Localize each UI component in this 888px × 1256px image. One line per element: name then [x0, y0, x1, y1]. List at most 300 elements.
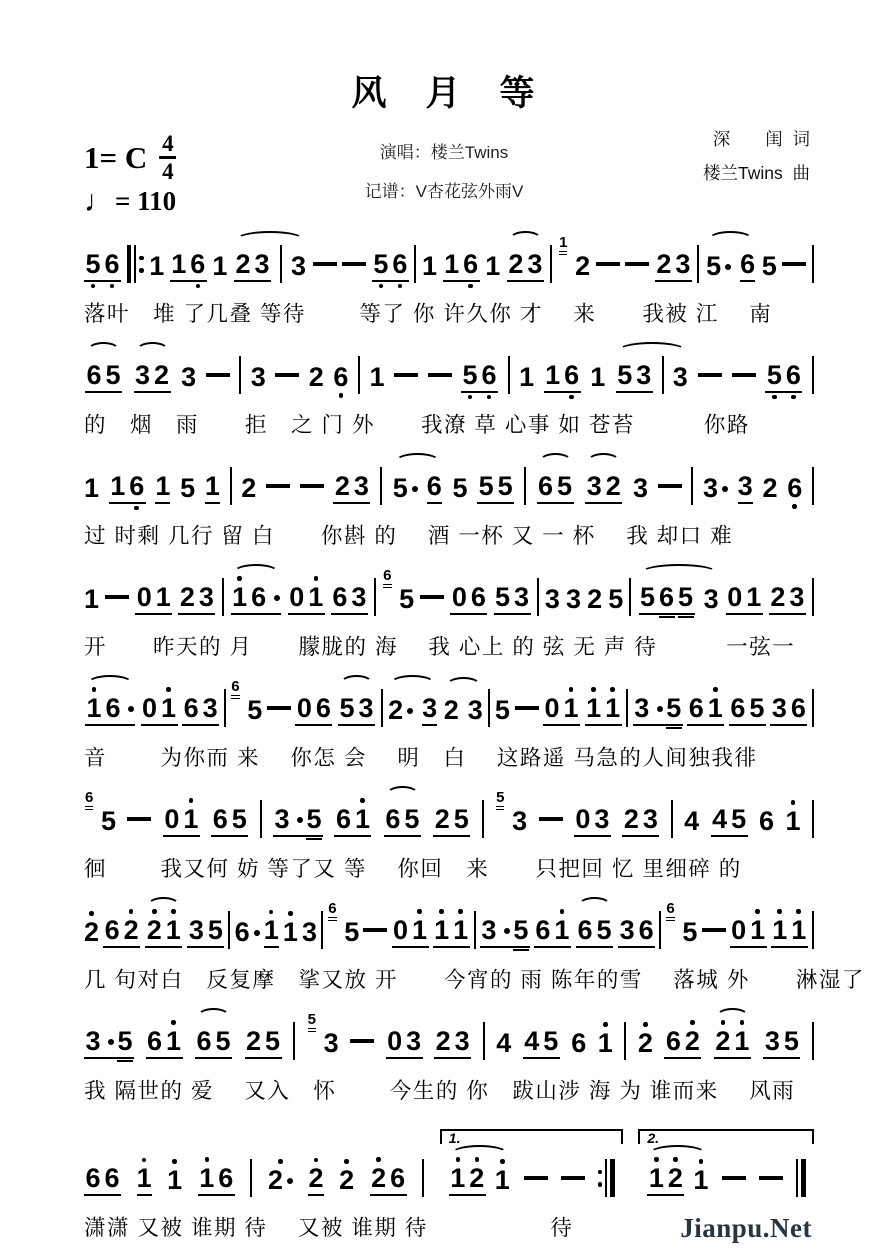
octave-dot	[487, 395, 492, 400]
note-digit: 3	[634, 692, 650, 723]
note	[202, 686, 218, 723]
note-digit: 6	[759, 805, 775, 836]
beamed-notes	[178, 575, 215, 615]
note-digit: 2	[656, 248, 672, 279]
note-digit: 3	[703, 474, 728, 503]
beamed-notes	[711, 797, 748, 837]
note	[142, 686, 158, 723]
note-digit: 6	[196, 1025, 212, 1056]
duration-dash	[596, 262, 620, 266]
bar-stroke	[801, 1159, 806, 1197]
note	[289, 575, 305, 612]
note-stack	[399, 577, 414, 622]
bar-stroke	[812, 911, 814, 949]
octave-dots-below	[187, 948, 224, 957]
duration-dash	[524, 1176, 548, 1180]
bar-stroke	[228, 911, 230, 949]
octave-dot	[468, 395, 473, 400]
note-digit: 0	[142, 692, 158, 723]
barline	[414, 245, 416, 283]
beamed-notes	[507, 242, 544, 282]
note	[707, 686, 723, 723]
note-digit: 2	[146, 914, 162, 945]
beam-group	[523, 1019, 560, 1068]
note	[171, 242, 187, 279]
note	[577, 908, 593, 945]
note-stack	[101, 799, 116, 844]
note-digit: 6	[571, 1027, 587, 1058]
bar-stroke	[697, 245, 699, 283]
note-digit: 6	[104, 914, 120, 945]
note-digit: 1	[264, 916, 279, 948]
octave-slot	[675, 282, 691, 291]
note	[673, 355, 688, 400]
duration-dash	[267, 706, 291, 710]
octave-dots-below	[134, 393, 171, 402]
notation-system	[84, 566, 814, 661]
octave-dots-below	[655, 282, 692, 291]
note	[638, 908, 654, 945]
note	[706, 244, 731, 289]
octave-dot	[205, 1157, 210, 1162]
octave-slot	[154, 393, 170, 402]
note	[251, 355, 266, 400]
note	[619, 908, 635, 945]
octave-dot	[89, 911, 94, 916]
note-digit: 6	[427, 472, 442, 504]
note	[495, 688, 510, 733]
note-digit: 1	[791, 914, 807, 945]
beamed-notes	[433, 797, 470, 837]
octave-dots-below	[769, 615, 806, 624]
octave-slot	[791, 948, 807, 957]
bar-stroke	[127, 245, 132, 283]
beam	[103, 908, 140, 957]
octave-slot	[577, 948, 593, 957]
octave-dot	[172, 1159, 177, 1164]
beam-group	[84, 1156, 121, 1205]
octave-dots-below	[84, 1196, 121, 1205]
beamed-notes	[622, 797, 659, 837]
beamed-notes	[523, 1019, 560, 1059]
note-digit: 3	[527, 248, 543, 279]
note-digit: 3	[181, 361, 197, 392]
octave-dots-below	[288, 615, 325, 624]
note	[545, 577, 560, 622]
note-digit: 1	[183, 803, 199, 834]
notation-system	[84, 233, 814, 328]
beam-group	[211, 797, 248, 846]
meter-top: 4	[162, 131, 174, 156]
note-digit: 2	[371, 1162, 387, 1193]
beam	[507, 242, 544, 291]
note-stack	[571, 1021, 586, 1066]
beam	[370, 1156, 407, 1205]
bar-stroke	[629, 578, 631, 616]
octave-dots-below	[103, 948, 140, 957]
beam	[443, 242, 480, 291]
octave-slot	[85, 282, 101, 291]
note	[785, 799, 800, 844]
beam-group	[763, 1019, 800, 1068]
note-digit: 6	[235, 918, 260, 947]
note	[105, 353, 121, 390]
beam	[372, 242, 409, 291]
note-digit: 3	[619, 914, 635, 945]
repeat-dots	[139, 245, 144, 283]
octave-slot	[232, 615, 248, 624]
octave-slot	[161, 726, 177, 735]
octave-slot	[495, 615, 511, 624]
note	[110, 464, 126, 501]
note	[766, 353, 782, 390]
note	[308, 1156, 323, 1204]
note-digit: 1	[554, 914, 570, 945]
bar-stroke	[691, 467, 693, 505]
beamed-notes	[273, 797, 323, 837]
note-digit: 5	[513, 914, 529, 945]
octave-slot	[171, 282, 187, 291]
note	[302, 910, 317, 955]
octave-dot	[134, 506, 139, 511]
note-digit: 3	[481, 914, 497, 945]
octave-dots-below	[384, 837, 421, 846]
beam	[273, 797, 323, 846]
octave-dot	[269, 910, 274, 915]
beam	[633, 686, 683, 735]
final-barline	[796, 1159, 806, 1197]
octave-dot	[777, 909, 782, 914]
octave-slot	[142, 726, 158, 735]
beamed-notes	[730, 908, 767, 948]
note-stack	[633, 466, 648, 511]
octave-dot	[772, 395, 777, 400]
duration-dash	[127, 817, 151, 821]
bar-stroke	[482, 800, 484, 838]
note-digit: 6	[104, 1162, 120, 1193]
note	[693, 1158, 708, 1203]
octave-dot	[314, 576, 319, 581]
octave-dot	[439, 909, 444, 914]
note	[678, 575, 694, 612]
note-digit: 5	[543, 1025, 559, 1056]
note-stack	[324, 1021, 339, 1066]
note	[495, 1158, 510, 1203]
note-digit: 4	[684, 805, 700, 836]
octave-dot	[458, 909, 463, 914]
note	[181, 355, 196, 400]
note-digit: 2	[246, 1025, 262, 1056]
bar-stroke	[488, 689, 490, 727]
note	[241, 466, 256, 511]
octave-slot	[212, 837, 228, 846]
octave-slot	[87, 726, 103, 735]
beamed-notes	[544, 353, 581, 393]
note	[594, 797, 610, 834]
tempo-value: = 110	[115, 186, 177, 216]
note-digit: 5	[783, 1025, 799, 1056]
note	[640, 575, 656, 612]
note-digit: 0	[392, 914, 409, 945]
beam-group	[729, 686, 766, 735]
note-digit: 1	[693, 1164, 709, 1195]
note-digit: 1	[590, 361, 606, 392]
note	[434, 908, 450, 945]
octave-slot	[339, 726, 355, 735]
note	[772, 908, 788, 945]
beam	[647, 1156, 684, 1205]
note	[296, 686, 312, 723]
beam-group	[384, 797, 421, 846]
bar-stroke	[550, 245, 552, 283]
note-digit: 3	[764, 1025, 780, 1056]
octave-dot	[475, 1157, 480, 1162]
note	[544, 686, 560, 723]
note	[180, 466, 195, 511]
octave-dots-below	[295, 726, 332, 735]
beam	[770, 686, 807, 735]
octave-slot	[104, 948, 120, 957]
note-digit: 1	[84, 583, 100, 614]
note-digit: 2	[443, 694, 459, 725]
octave-dot	[189, 798, 194, 803]
octave-slot	[218, 1196, 234, 1205]
grace-note: 6	[328, 901, 336, 921]
octave-slot	[135, 393, 151, 402]
note-digit: 5	[731, 803, 747, 834]
beamed-notes	[537, 464, 574, 504]
note	[155, 575, 171, 612]
beam-group	[507, 242, 544, 291]
note-digit: 2	[587, 583, 603, 614]
octave-dots-below	[170, 282, 207, 291]
beam	[769, 575, 806, 624]
octave-dot	[643, 1022, 648, 1027]
octave-slot	[766, 393, 782, 402]
duration-dash	[206, 373, 230, 377]
note-digit: 5	[207, 914, 223, 945]
octave-slot	[684, 1059, 700, 1068]
note-digit: 3	[353, 470, 369, 501]
beam	[182, 686, 219, 735]
barline	[659, 911, 661, 949]
octave-slot	[387, 1059, 403, 1068]
beam	[85, 686, 135, 735]
octave-slot	[734, 1059, 750, 1068]
octave-slot	[335, 837, 351, 846]
octave-dots-below	[664, 1059, 701, 1068]
beam-group	[647, 1156, 684, 1205]
beamed-notes	[618, 908, 655, 948]
beam-group	[178, 575, 215, 624]
augmentation-dot	[500, 908, 510, 945]
note	[358, 686, 374, 723]
octave-slot	[712, 837, 728, 846]
slur	[392, 464, 443, 512]
note-digit: 1	[411, 914, 428, 945]
note	[771, 686, 787, 723]
note-stack	[787, 466, 802, 511]
note	[231, 677, 263, 733]
note-digit: 5	[452, 472, 468, 503]
barline	[662, 356, 664, 394]
duration-dash	[300, 484, 324, 488]
note-digit: 1	[494, 1164, 510, 1195]
beamed-notes	[211, 797, 248, 837]
note	[388, 688, 413, 733]
note-digit: 5	[373, 248, 389, 279]
slur	[615, 353, 689, 402]
beam-group	[639, 575, 695, 624]
note-digit: 0	[727, 581, 743, 612]
note	[762, 466, 777, 511]
volta-bracket	[440, 1129, 623, 1205]
octave-slot	[538, 504, 554, 513]
note	[84, 910, 99, 955]
beam	[543, 686, 580, 735]
note-digit: 5	[706, 252, 731, 281]
octave-slot	[508, 282, 524, 291]
beam	[333, 464, 370, 513]
octave-dots-below	[714, 1059, 751, 1068]
repeat-dots	[598, 1159, 603, 1197]
octave-dots-below	[86, 726, 135, 735]
credits-right	[703, 126, 810, 194]
note-digit: 3	[771, 692, 787, 723]
octave-slot	[435, 1059, 451, 1068]
beam-group	[450, 575, 487, 624]
note-stack	[84, 577, 99, 622]
barline	[671, 800, 673, 838]
bar-stroke	[134, 245, 136, 283]
beamed-notes	[434, 1019, 471, 1059]
lyrics-line: 落叶 堆 了几叠 等待 等了 你 许久你 才 来 我被 江 南	[84, 302, 773, 326]
note-stack	[762, 244, 777, 289]
note-digit: 0	[136, 581, 152, 612]
note-digit: 5	[215, 1025, 231, 1056]
octave-slot	[334, 504, 350, 513]
slur	[84, 686, 136, 735]
note	[787, 466, 802, 511]
octave-slot	[789, 615, 805, 624]
beam-group	[633, 686, 683, 735]
beamed-notes	[664, 1019, 701, 1059]
note-digit: 6	[638, 914, 654, 945]
note	[251, 575, 267, 612]
octave-slot	[136, 615, 152, 624]
octave-slot	[453, 837, 469, 846]
note-digit: 2	[623, 803, 639, 834]
note	[123, 908, 139, 945]
beamed-notes	[576, 908, 613, 948]
note-digit: 3	[636, 359, 652, 390]
octave-dots-below	[576, 948, 613, 957]
octave-dots-below	[386, 1059, 423, 1068]
note-digit: 3	[544, 583, 560, 614]
octave-dots-below	[585, 504, 622, 513]
barline	[812, 578, 814, 616]
duration-dash	[625, 262, 649, 266]
note-stack	[495, 1158, 510, 1203]
note	[715, 1019, 731, 1056]
slur	[84, 353, 123, 402]
octave-dots-below	[729, 726, 766, 735]
note	[104, 242, 120, 279]
beamed-notes	[574, 797, 611, 837]
note-stack	[706, 244, 731, 289]
octave-slot	[605, 726, 621, 735]
octave-dot	[344, 1159, 349, 1164]
note	[164, 797, 180, 834]
note	[605, 464, 621, 501]
octave-slot	[478, 504, 494, 513]
beam	[433, 797, 470, 846]
barline	[374, 578, 376, 616]
note-digit: 1	[166, 1025, 182, 1056]
note-stack	[422, 244, 437, 289]
octave-slot	[125, 726, 134, 735]
lyrics-line: 过 时剩 几行 留 白 你斟 的 酒 一杯 又 一 杯 我 却口 难	[84, 524, 734, 548]
note-digit: 1	[167, 1164, 183, 1195]
barline	[224, 689, 226, 727]
notes-row	[84, 233, 814, 294]
octave-dot	[456, 1157, 461, 1162]
octave-slot	[332, 615, 348, 624]
octave-dots-below	[763, 1059, 800, 1068]
slur	[713, 1019, 752, 1068]
note-digit: 6	[251, 581, 267, 612]
note	[86, 686, 102, 723]
bar-stroke	[537, 578, 539, 616]
bar-stroke	[812, 1022, 814, 1060]
beamed-notes	[109, 464, 146, 504]
note-digit: 2	[334, 470, 350, 501]
note	[212, 244, 227, 289]
barline	[524, 467, 526, 505]
note-digit: 1	[785, 805, 801, 836]
note-digit: 5	[666, 692, 682, 723]
note	[519, 355, 534, 400]
beamed-notes	[450, 575, 487, 615]
octave-slot	[196, 1059, 212, 1068]
bar-stroke	[508, 356, 510, 394]
octave-slot	[254, 282, 270, 291]
slur	[194, 1019, 233, 1068]
note-stack	[84, 466, 99, 511]
beam	[461, 353, 498, 402]
note	[422, 244, 437, 289]
note	[406, 1019, 422, 1056]
octave-dots-below	[182, 726, 219, 735]
note-stack	[137, 1156, 152, 1204]
dot-row	[500, 916, 510, 945]
beamed-notes	[384, 797, 421, 837]
beam	[178, 575, 215, 624]
note	[527, 242, 543, 279]
note	[543, 1019, 559, 1056]
octave-dot	[603, 1022, 608, 1027]
octave-dot	[468, 284, 473, 289]
octave-slot	[165, 948, 181, 957]
note-stack	[251, 355, 266, 400]
octave-slot	[648, 1196, 664, 1205]
note	[703, 466, 728, 511]
note-digit: 5	[761, 250, 777, 281]
note	[291, 244, 306, 289]
beam-group	[618, 908, 655, 957]
beam-group	[769, 575, 806, 624]
note-stack	[427, 464, 442, 512]
